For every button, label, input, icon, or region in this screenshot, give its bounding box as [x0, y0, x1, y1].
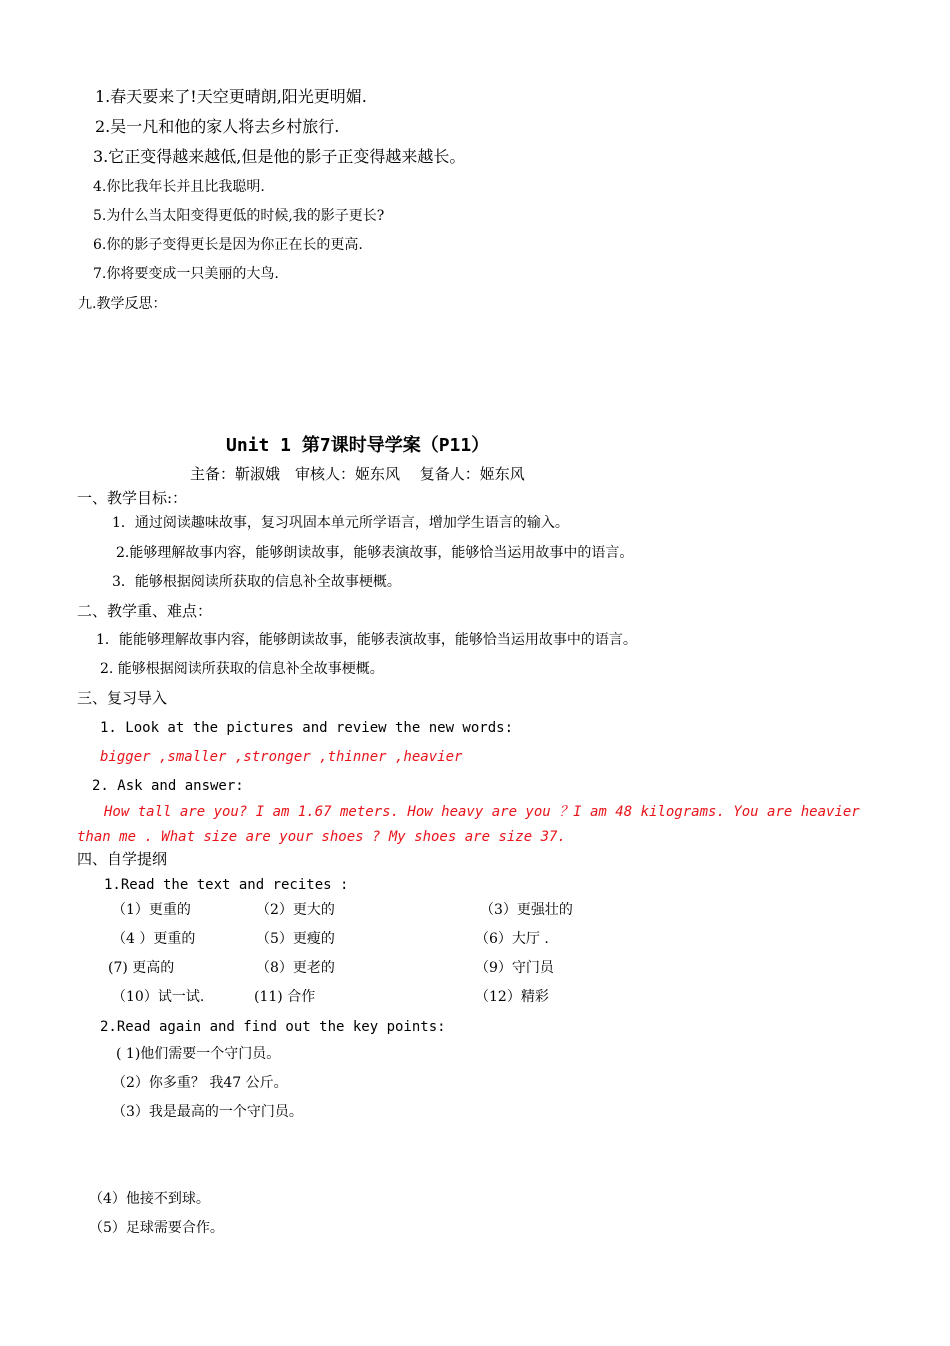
sentence-1: 1.春天要来了!天空更晴朗,阳光更明媚. — [95, 87, 367, 106]
section2-heading: 二、教学重、难点： — [77, 602, 213, 620]
dialogue-line-2: than me . What size are your shoes ? My shoes are size 37. — [77, 829, 566, 845]
key-point: （2）你多重？ 我47 公斤。 — [112, 1075, 288, 1091]
section1-item-2: 2.能够理解故事内容，能够朗读故事，能够表演故事，能够恰当运用故事中的语言。 — [116, 545, 634, 561]
key-point: （3）我是最高的一个守门员。 — [112, 1104, 303, 1120]
reflection-heading: 九.教学反思： — [78, 296, 167, 312]
section3-heading: 三、复习导入 — [77, 689, 168, 707]
dialogue-line-1: How tall are you? I am 1.67 meters. How heavy are you ？I am 48 kilograms. You are heavier — [104, 804, 860, 820]
vocab-item: （3）更强壮的 — [480, 902, 573, 918]
section1-heading: 一、教学目标:： — [77, 489, 188, 507]
section4-heading: 四、自学提纲 — [77, 850, 168, 868]
vocab-item: （5）更瘦的 — [256, 931, 335, 947]
section2-item-1: 1．能能够理解故事内容，能够朗读故事，能够表演故事，能够恰当运用故事中的语言。 — [96, 632, 637, 648]
review-words: bigger ,smaller ,stronger ,thinner ,heavier — [100, 749, 463, 765]
sentence-5: 5.为什么当太阳变得更低的时候,我的影子更长? — [93, 208, 385, 224]
sentence-4: 4.你比我年长并且比我聪明. — [93, 179, 265, 195]
vocab-item: (7) 更高的 — [108, 960, 175, 976]
vocab-item: （1）更重的 — [112, 902, 191, 918]
vocab-item: （9）守门员 — [475, 960, 554, 976]
vocab-item: （2）更大的 — [256, 902, 335, 918]
lesson-title: Unit 1 第7课时导学案（P11） — [226, 435, 490, 456]
section4-task-2: 2.Read again and find out the key points: — [100, 1019, 446, 1035]
section1-item-1: 1．通过阅读趣味故事，复习巩固本单元所学语言，增加学生语言的输入。 — [112, 515, 569, 531]
section4-task-1: 1.Read the text and recites : — [104, 877, 349, 893]
vocab-item: （12）精彩 — [475, 989, 549, 1005]
sentence-7: 7.你将要变成一只美丽的大鸟. — [93, 266, 279, 282]
key-point: （5）足球需要合作。 — [89, 1220, 224, 1236]
key-point: ( 1)他们需要一个守门员。 — [116, 1046, 281, 1062]
section2-item-2: 2. 能够根据阅读所获取的信息补全故事梗概。 — [100, 661, 384, 677]
vocab-item: （4 ）更重的 — [112, 931, 196, 947]
sentence-3: 3.它正变得越来越低,但是他的影子正变得越来越长。 — [93, 147, 466, 166]
lesson-authors: 主备：靳淑娥 审核人：姬东风 复备人：姬东风 — [190, 465, 525, 483]
vocab-item: (11) 合作 — [254, 989, 316, 1005]
section1-item-3: 3．能够根据阅读所获取的信息补全故事梗概。 — [112, 574, 401, 590]
sentence-6: 6.你的影子变得更长是因为你正在长的更高. — [93, 237, 363, 253]
key-point: （4）他接不到球。 — [89, 1191, 210, 1207]
vocab-item: （10）试一试. — [112, 989, 205, 1005]
section3-item-2: 2. Ask and answer: — [92, 778, 244, 794]
vocab-item: （6）大厅 . — [475, 931, 549, 947]
vocab-item: （8）更老的 — [256, 960, 335, 976]
section3-item-1: 1. Look at the pictures and review the new words: — [100, 720, 514, 736]
sentence-2: 2.吴一凡和他的家人将去乡村旅行. — [95, 117, 340, 136]
